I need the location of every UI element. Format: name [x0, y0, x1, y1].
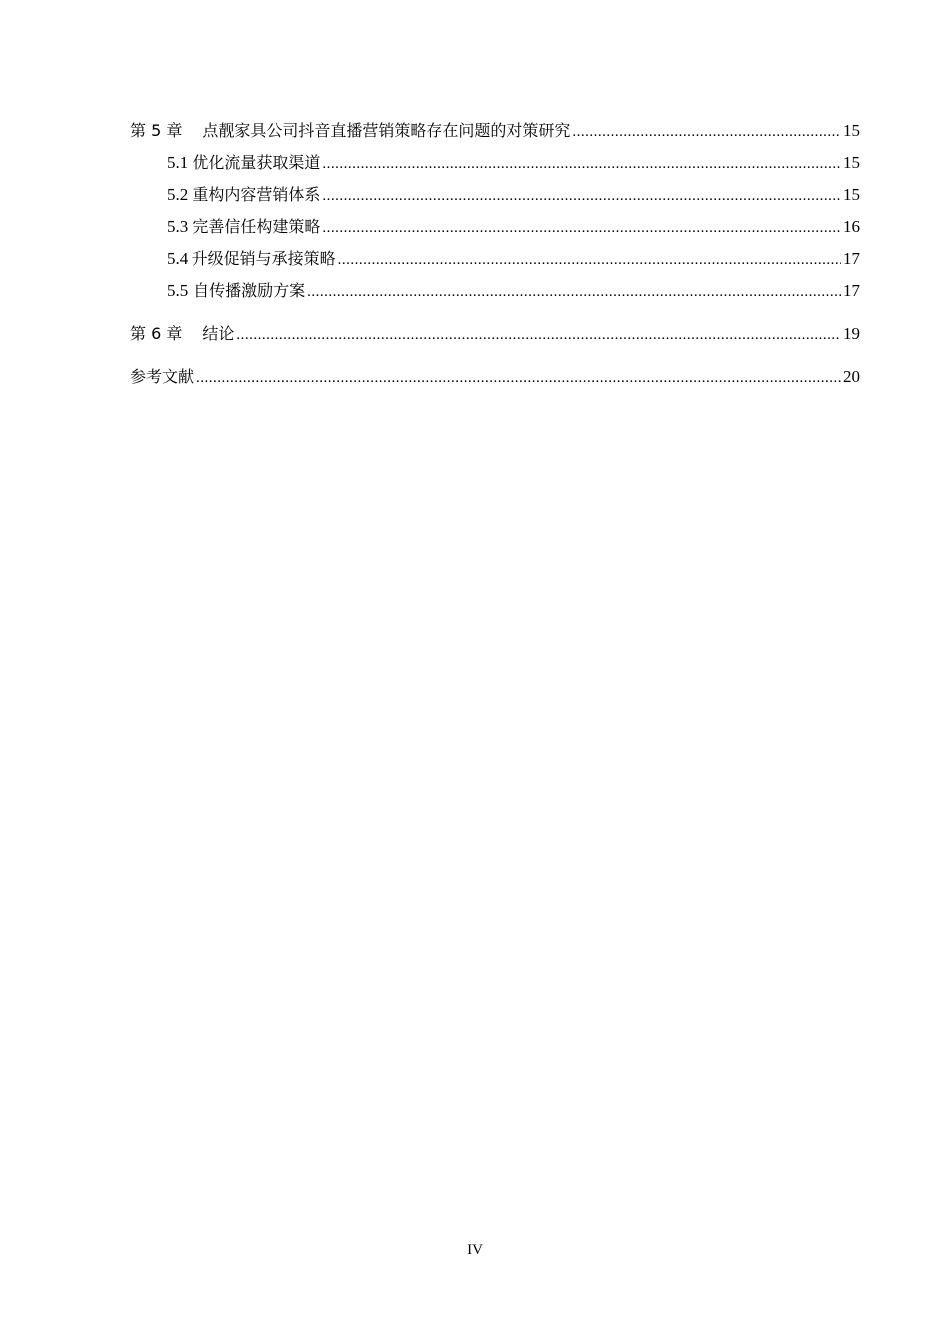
toc-entry-section-5-2[interactable] — [130, 182, 860, 214]
toc-dot-leader — [572, 119, 841, 145]
toc-entry-page: 19 — [843, 324, 860, 343]
toc-entry-page: 17 — [843, 249, 860, 268]
toc-entry-title: 参考文献 — [130, 367, 195, 386]
toc-dot-leader — [322, 215, 841, 241]
toc-dot-leader — [236, 322, 841, 348]
toc-entry-chapter-6[interactable] — [130, 321, 860, 353]
toc-entry-number: 5.3 — [167, 217, 189, 236]
toc-dot-leader — [322, 183, 841, 209]
toc-entry-section-5-1[interactable] — [130, 150, 860, 182]
toc-entry-chapter-5[interactable] — [130, 118, 860, 150]
toc-dot-leader — [196, 365, 841, 391]
toc-entry-page: 15 — [843, 121, 860, 140]
toc-entry-page: 16 — [843, 217, 860, 236]
toc-entry-title: 自传播激励方案 — [193, 281, 306, 300]
toc-entry-title: 重构内容营销体系 — [192, 185, 321, 204]
toc-entry-references[interactable] — [130, 364, 860, 396]
toc-entry-section-5-5[interactable] — [130, 278, 860, 310]
toc-entry-number: 5.2 — [167, 185, 189, 204]
toc-entry-page: 17 — [843, 281, 860, 300]
toc-entry-title: 点靓家具公司抖音直播营销策略存在问题的对策研究 — [202, 121, 571, 140]
toc-entry-number: 5.1 — [167, 153, 189, 172]
toc-entry-title: 升级促销与承接策略 — [191, 249, 336, 268]
page-number-footer: IV — [467, 1242, 483, 1258]
table-of-contents — [130, 118, 860, 396]
toc-entry-page: 20 — [843, 367, 860, 386]
toc-dot-leader — [322, 151, 841, 177]
toc-entry-number: 第 6 章 — [130, 324, 183, 343]
toc-entry-title: 完善信任构建策略 — [192, 217, 321, 236]
toc-entry-section-5-3[interactable] — [130, 214, 860, 246]
toc-dot-leader — [307, 279, 841, 305]
toc-entry-number: 5.5 — [167, 281, 189, 300]
toc-entry-page: 15 — [843, 185, 860, 204]
toc-entry-title: 结论 — [202, 324, 235, 343]
toc-entry-number: 5.4 — [167, 249, 189, 268]
toc-entry-number: 第 5 章 — [130, 121, 183, 140]
toc-dot-leader — [338, 247, 841, 273]
toc-entry-title: 优化流量获取渠道 — [192, 153, 321, 172]
toc-entry-page: 15 — [843, 153, 860, 172]
toc-entry-section-5-4[interactable] — [130, 246, 860, 278]
